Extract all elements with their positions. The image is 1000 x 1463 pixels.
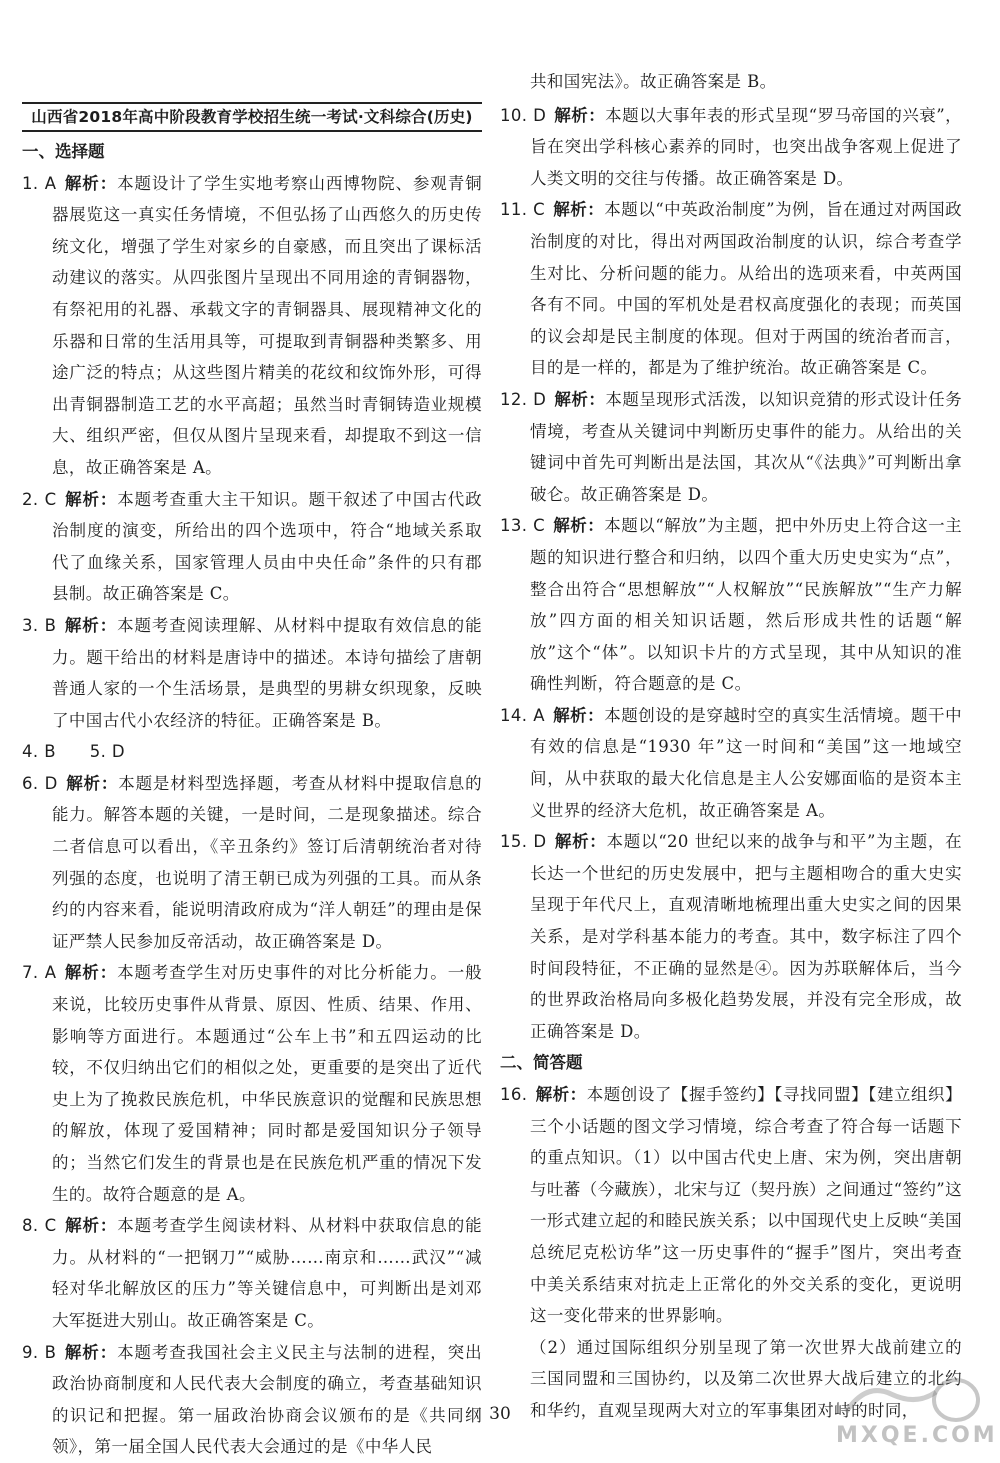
watermark-logo [836,1374,998,1448]
answer-number: 2. C [22,489,57,509]
answer-item [500,700,962,826]
answer-number: 14. A [500,705,545,725]
analysis-label: 解析： [552,705,605,725]
answer-text: 本题呈现形式活泼，以知识竞猜的形式设计任务情境，考查从关键词中判断历史事件的能力。从给出的关键词中首先可判断出是法国，其次从“《法典》”可判断出拿破仑。故正确答案是 D。 [530,389,962,504]
right-column [500,66,962,1427]
answer-item [22,168,482,484]
answer-text: 本题考查我国社会主义民主与法制的进程，突出政治协商制度和人民代表大会制度的确立，考查基础知识的识记和把握。第一届政治协商会议颁布的是《共同纲领》，第一届全国人民代表大会通过的是《中华人民 [52,1342,482,1457]
answer-item-16-part2: （2）通过国际组织分别呈现了第一次世界大战前建立的三国同盟和三国协约，以及第二次世界大战后建立的北约和华约，直观呈现两大对立的军事集团对峙的时同， [530,1337,962,1420]
section-heading-choice: 一、选择题 [22,142,105,161]
answer-number: 12. D [500,389,547,409]
answer-number: 10. D [500,105,547,125]
answer-text: 本题以“解放”为主题，把中外历史上符合这一主题的知识进行整合和归纳，以四个重大历史史实为“点”，整合出符合“思想解放”“人权解放”“民族解放”“生产力解放”四方面的相关知识话题，然后形成共性的话题“解放”这个“体”。以知识卡片的方式呈现，其中从知识的准确性判断，符合题意的是 C。 [530,516,962,694]
analysis-label: 解析： [64,963,118,983]
answer-text: 本题设计了学生实地考察山西博物院、参观青铜器展览这一真实任务情境，不但弘扬了山西悠久的历史传统文化，增强了学生对家乡的自豪感，而且突出了课标活动建议的落实。从四张图片呈现出不同用途的青铜器物，有祭祀用的礼器、承载文字的青铜器具、展现精神文化的乐器和日常的生活用具等，可提取到青铜器种类繁多、用途广泛的特点；从这些图片精美的花纹和纹饰外形，可得出青铜器制造工艺的水平高超；虽然当时青铜铸造业规模大、组织严密，但仅从图片呈现来看，却提取不到这一信息，故正确答案是 A。 [52,173,483,477]
analysis-label: 解析： [64,1216,118,1236]
answer-item-16 [500,1079,962,1332]
page-number: 30 [489,1404,511,1424]
answer-number: 13. C [500,516,546,536]
answer-text: 本题创设的是穿越时空的真实生活情境。题干中有效的信息是“1930 年”这一时间和“美国”这一地域空间，从中获取的最大化信息是主人公安娜面临的是资本主义世界的经济大危机，故正确答案是 A。 [530,705,962,820]
answer-number: 1. A [22,173,57,193]
left-column [22,62,482,1463]
analysis-label: 解析： [554,105,606,125]
answer-item [500,100,962,195]
watermark-text: MXQE.COM [836,1423,998,1448]
answer-text: 本题创设了【握手签约】【寻找同盟】【建立组织】三个小话题的图文学习情境，综合考查了符合每一话题下的重点知识。（1）以中国古代史上唐、宋为例，突出唐朝与吐蕃（今藏族），北宋与辽（契丹族）之间通过“签约”这一形式建立起的和睦民族关系；以中国现代史上反映“美国总统尼克松访华”这一历史事件的“握手”图片，突出考查中美关系结束对抗走上正常化的外交关系的变化，更说明这一变化带来的世界影响。 [530,1085,962,1326]
answer-number: 8. C [22,1216,57,1236]
answer-item [22,610,482,736]
analysis-label: 解析： [65,773,119,793]
answer-item [22,484,482,610]
answer-number: 11. C [500,200,546,220]
section-heading-short-answer: 二、简答题 [500,1053,583,1073]
analysis-label: 解析： [554,389,606,409]
answer-item [22,1210,482,1336]
analysis-label: 解析： [553,516,605,536]
analysis-label: 解析： [64,173,118,193]
answer-number: 15. D [500,832,547,852]
answer-item [500,384,962,510]
answer-item [22,957,482,1210]
analysis-label: 解析： [535,1085,587,1104]
answer-text: 本题以“中英政治制度”为例，旨在通过对两国政治制度的对比，得出对两国政治制度的认识，综合考查学生对比、分析问题的能力。从给出的选项来看，中英两国各有不同。中国的军机处是君权高度强化的表现；而英国的议会却是民主制度的体现。但对于两国的统治者而言，目的是一样的，都是为了维护统治。故正确答案是 C。 [530,200,962,378]
answer-text: 本题考查重大主干知识。题干叙述了中国古代政治制度的演变，所给出的四个选项中，符合“地域关系取代了血缘关系，国家管理人员由中央任命”条件的只有郡县制。故正确答案是 C。 [52,489,483,604]
answer-item [22,1337,482,1463]
answer-item [500,194,962,384]
analysis-label: 解析： [554,832,607,852]
answer-text: 本题考查学生对历史事件的对比分析能力。一般来说，比较历史事件从背景、原因、性质、结果、作用、影响等方面进行。本题通过“公车上书”和五四运动的比较，不仅归纳出它们的相似之处，更重要的是突出了近代史上为了挽救民族危机，中华民族意识的觉醒和民族思想的解放，体现了爱国精神；同时都是爱国知识分子领导的；当然它们发生的背景也是在民族危机严重的情况下发生的。故符合题意的是 A。 [52,963,483,1204]
answer-text: 本题以大事年表的形式呈现“罗马帝国的兴衰”，旨在突出学科核心素养的同时，也突出战争客观上促进了人类文明的交往与传播。故正确答案是 D。 [530,105,962,188]
watermark-logo-icon [836,1374,986,1424]
answer-number: 3. B [22,615,57,635]
answer-item [500,510,962,700]
analysis-label: 解析： [64,1342,118,1362]
analysis-label: 解析： [64,489,118,509]
answer-item [500,826,962,1047]
answer-number: 7. A [22,963,57,983]
answer-number: 16. [500,1085,528,1104]
answer-number: 9. B [22,1342,57,1362]
answer-number: 6. D [22,773,58,793]
answer-item [22,768,482,958]
answer-number: 4. B 5. D [22,742,125,762]
analysis-label: 解析： [64,615,118,635]
exam-title: 山西省2018年高中阶段教育学校招生统一考试·文科综合(历史) [22,102,482,132]
analysis-label: 解析： [553,200,605,220]
continued-line: 共和国宪法》。故正确答案是 B。 [530,72,777,91]
answer-text: 本题考查阅读理解、从材料中提取有效信息的能力。题干给出的材料是唐诗中的描述。本诗句描绘了唐朝普通人家的一个生活场景，是典型的男耕女织现象，反映了中国古代小农经济的特征。正确答案是 B。 [52,615,482,730]
answer-item [22,736,482,768]
answer-text: 本题考查学生阅读材料、从材料中获取信息的能力。从材料的“一把钢刀”“威胁……南京和……武汉”“减轻对华北解放区的压力”等关键信息中，可判断出是刘邓大军挺进大别山。故正确答案是 C。 [52,1216,483,1330]
answer-text: 本题以“20 世纪以来的战争与和平”为主题，在长达一个世纪的历史发展中，把与主题相吻合的重大史实呈现于年代尺上，直观清晰地梳理出重大史实之间的因果关系，是对学科基本能力的考查。其中，数字标注了四个时间段特征，不正确的显然是④。因为苏联解体后，当今的世界政治格局向多极化趋势发展，并没有完全形成，故正确答案是 D。 [530,832,962,1041]
answer-text: 本题是材料型选择题，考查从材料中提取信息的能力。解答本题的关键，一是时间，二是现象描述。综合二者信息可以看出，《辛丑条约》签订后清朝统治者对待列强的态度，也说明了清王朝已成为列强的工具。而从条约的内容来看，能说明清政府成为“洋人朝廷”的理由是保证严禁人民参加反帝活动，故正确答案是 D。 [52,773,483,951]
